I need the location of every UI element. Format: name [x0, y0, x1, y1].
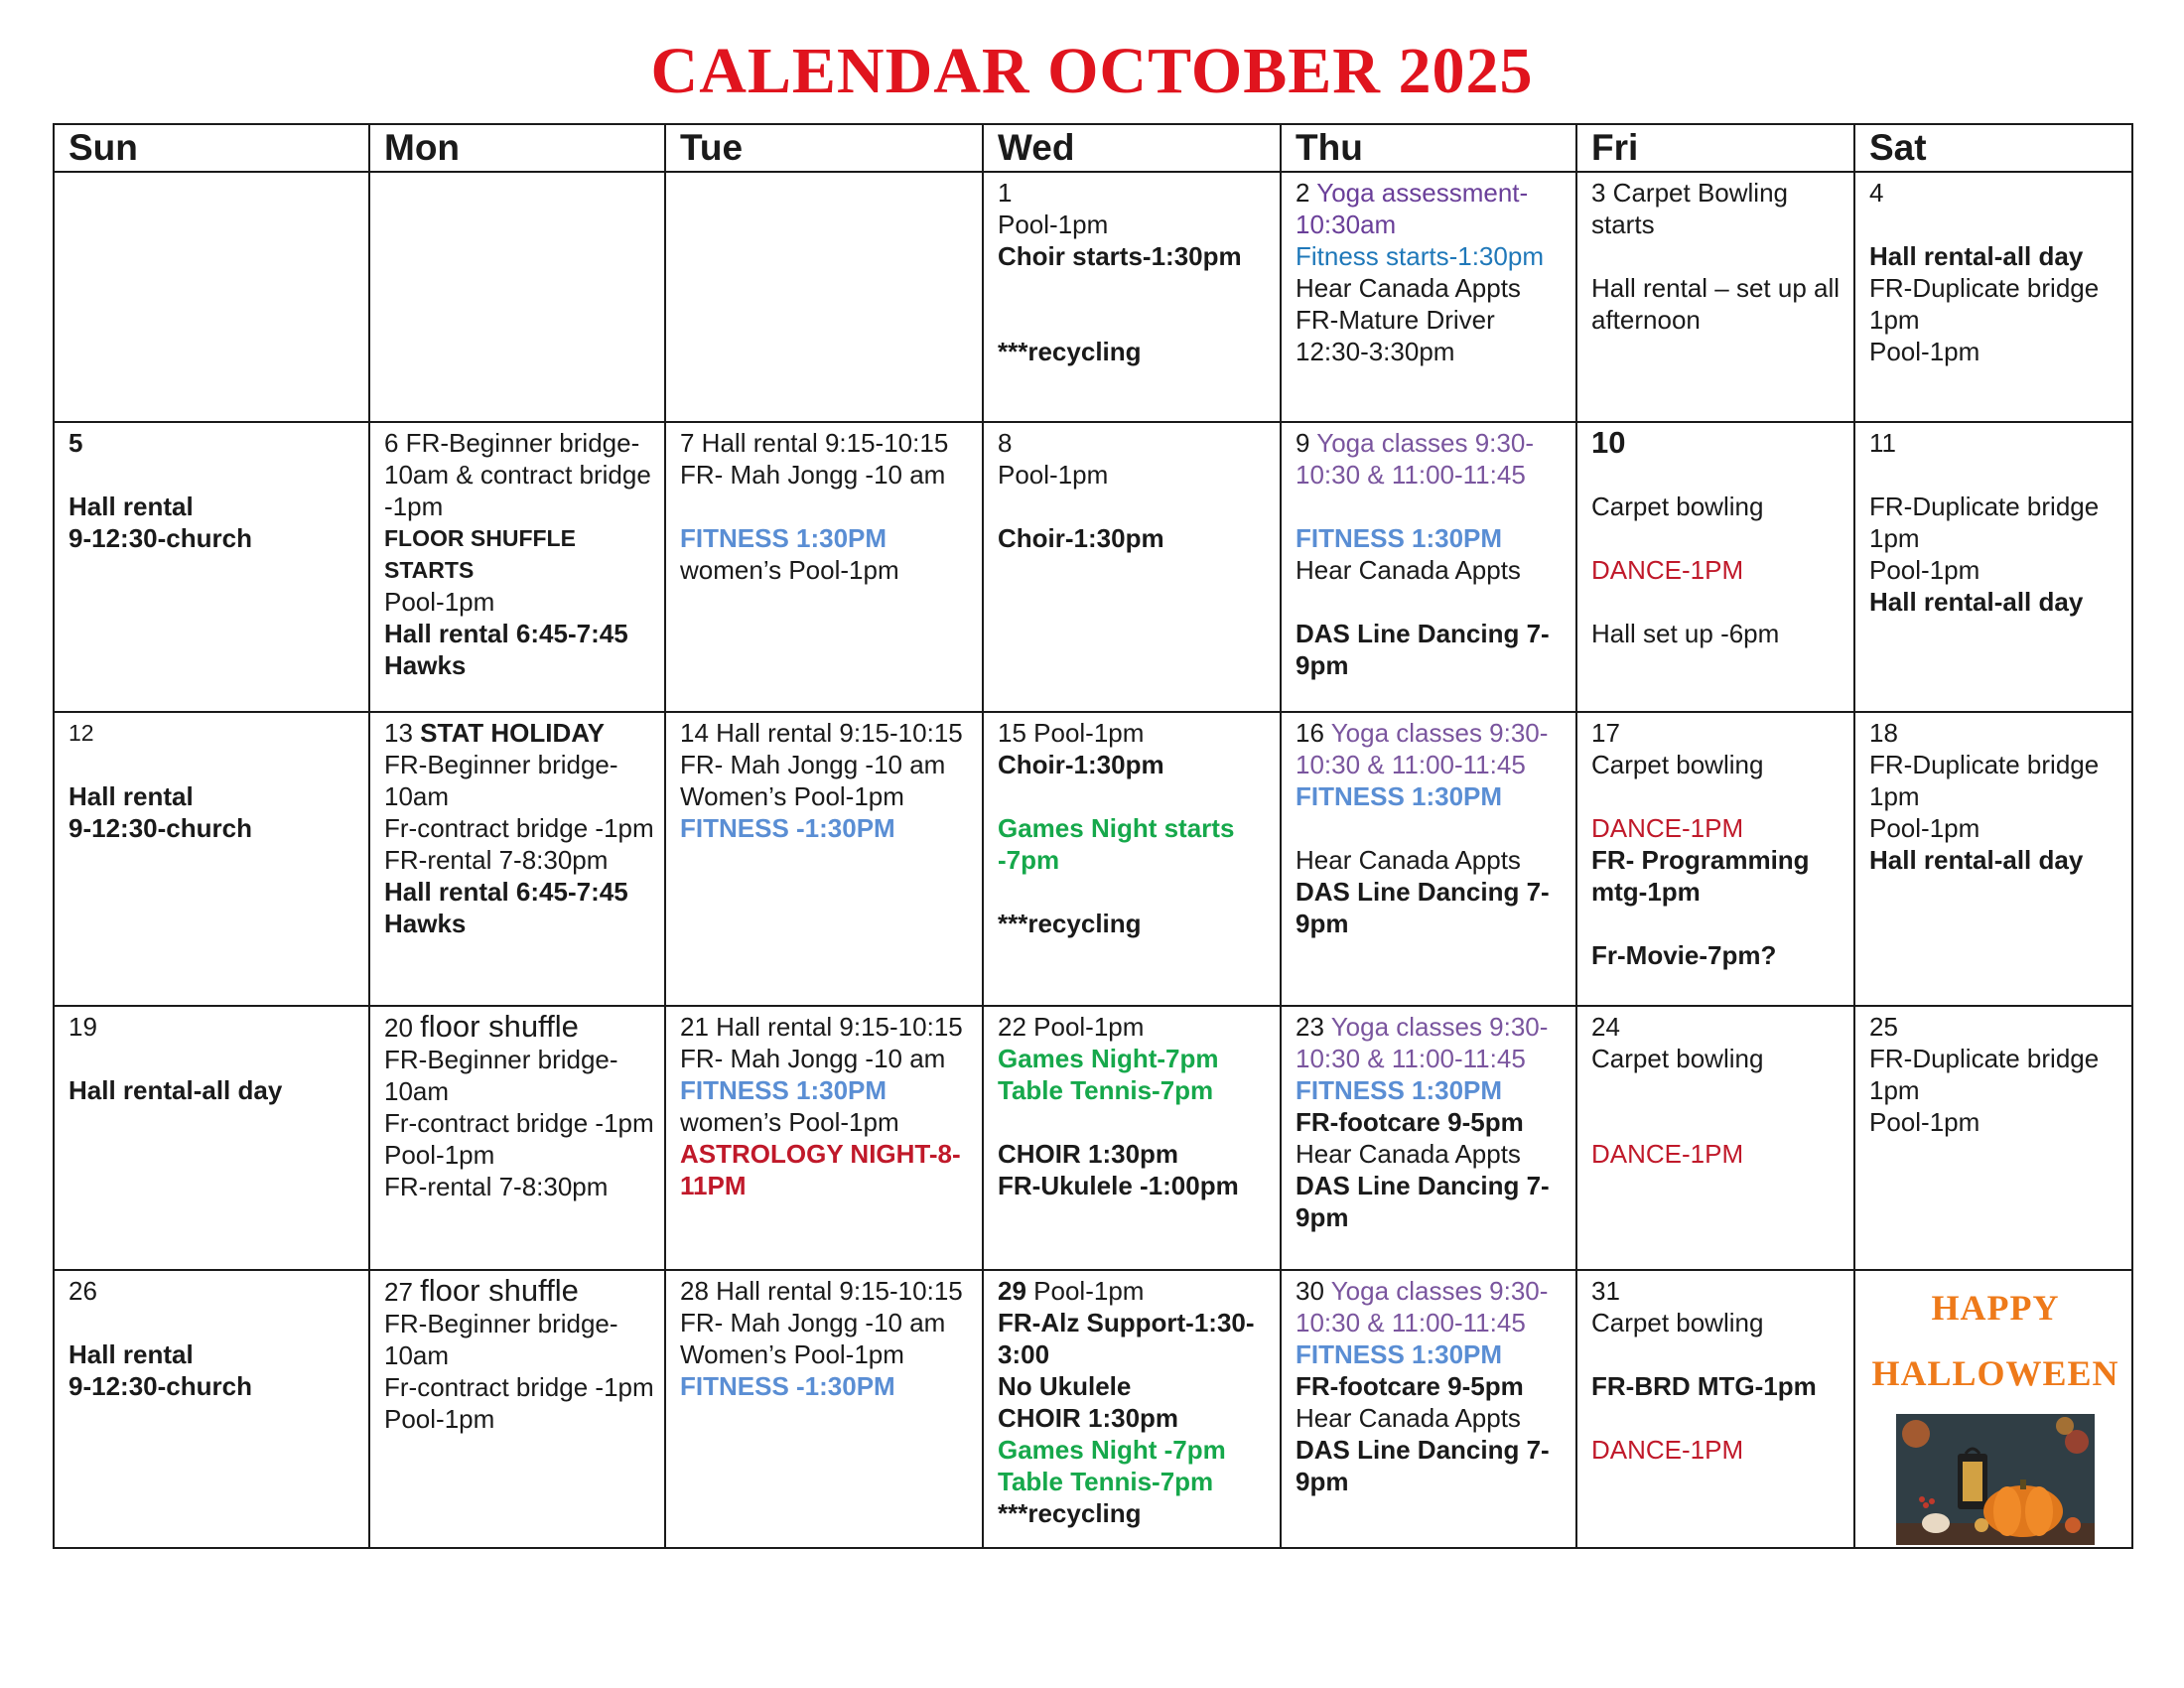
event: Pool-1pm: [1869, 337, 1980, 366]
event: DAS Line Dancing 7-9pm: [1296, 1435, 1550, 1496]
event: Carpet bowling: [1591, 750, 1764, 779]
event: No Ukulele: [998, 1371, 1132, 1401]
event: Hall set up -6pm: [1591, 619, 1780, 648]
event: FR-Beginner bridge-10am: [384, 1309, 618, 1370]
header-tue: Tue: [665, 124, 983, 172]
week-row: [54, 1006, 2132, 1270]
event: 28 Hall rental 9:15-10:15: [680, 1276, 963, 1306]
event: Carpet bowling: [1591, 1308, 1764, 1337]
day-number: 19: [68, 1012, 97, 1042]
event: Table Tennis-7pm: [998, 1467, 1214, 1496]
event: Yoga classes 9:30-10:30 & 11:00-11:45: [1296, 428, 1534, 490]
event: 7 Hall rental 9:15-10:15: [680, 428, 949, 458]
event: FITNESS 1:30PM: [680, 1075, 887, 1105]
event: FR-Beginner bridge-10am: [384, 750, 618, 811]
day-cell-oct-4: [1854, 172, 2132, 422]
event: women’s Pool-1pm: [680, 1107, 899, 1137]
event: Pool-1pm: [384, 587, 495, 617]
event: Yoga classes 9:30-10:30 & 11:00-11:45: [1296, 1276, 1549, 1337]
day-number: 13: [384, 718, 413, 748]
event: Carpet bowling: [1591, 1044, 1764, 1073]
day-number: 18: [1869, 718, 1898, 748]
event: Hear Canada Appts: [1296, 1139, 1521, 1169]
event: Fr-contract bridge -1pm: [384, 1108, 654, 1138]
event: Hall rental 6:45-7:45 Hawks: [384, 877, 628, 938]
event: ASTROLOGY NIGHT-8-11PM: [680, 1139, 961, 1200]
day-number: 26: [68, 1276, 97, 1306]
event: floor shuffle: [420, 1009, 579, 1044]
calendar-title: CALENDAR OCTOBER 2025: [650, 35, 1534, 107]
day-number: 17: [1591, 718, 1620, 748]
day-cell-oct-9: [1281, 422, 1576, 712]
event: 14 Hall rental 9:15-10:15: [680, 718, 963, 748]
day-cell-oct-12: [54, 712, 369, 1006]
day-cell-oct-20: [369, 1006, 665, 1270]
day-number: 27: [384, 1277, 413, 1307]
event: FR- Mah Jongg -10 am: [680, 1308, 946, 1337]
day-cell-oct-31: [1576, 1270, 1854, 1548]
event: Pool-1pm: [384, 1140, 495, 1170]
day-cell-oct-5: [54, 422, 369, 712]
day-number: 30: [1296, 1276, 1324, 1306]
event: Hall rental 6:45-7:45 Hawks: [384, 619, 628, 680]
event: Hear Canada Appts: [1296, 555, 1521, 585]
weekday-header-row: [54, 124, 2132, 172]
event: STAT HOLIDAY: [420, 718, 606, 748]
event: Pool-1pm: [1033, 1276, 1145, 1306]
event: ***recycling: [998, 909, 1142, 938]
event: DAS Line Dancing 7-9pm: [1296, 619, 1550, 680]
event: Pool-1pm: [998, 210, 1109, 239]
event: ***recycling: [998, 337, 1142, 366]
event: 21 Hall rental 9:15-10:15: [680, 1012, 963, 1042]
day-number: 25: [1869, 1012, 1898, 1042]
halloween-cell: [1854, 1270, 2132, 1548]
calendar-grid: [53, 123, 2133, 1549]
day-number: 5: [68, 428, 83, 458]
day-cell-oct-10: [1576, 422, 1854, 712]
day-number: 2: [1296, 178, 1310, 208]
day-number: 23: [1296, 1012, 1324, 1042]
day-number: 4: [1869, 178, 1884, 208]
event: DAS Line Dancing 7-9pm: [1296, 877, 1550, 938]
day-number: 9: [1296, 428, 1310, 458]
day-number: 11: [1869, 428, 1896, 458]
event: Hall rental-all day: [1869, 587, 2084, 617]
header-mon: Mon: [369, 124, 665, 172]
event: Hall rental: [68, 492, 194, 521]
header-wed: Wed: [983, 124, 1281, 172]
event: FITNESS 1:30PM: [1296, 523, 1503, 553]
day-cell-oct-13: [369, 712, 665, 1006]
event: Hear Canada Appts: [1296, 273, 1521, 303]
event: women’s Pool-1pm: [680, 555, 899, 585]
header-thu: Thu: [1281, 124, 1576, 172]
event: FITNESS 1:30PM: [1296, 1075, 1503, 1105]
day-cell-oct-21: [665, 1006, 983, 1270]
event: Pool-1pm: [1869, 1107, 1980, 1137]
event: CHOIR 1:30pm: [998, 1403, 1179, 1433]
day-cell-oct-28: [665, 1270, 983, 1548]
halloween-greeting: [1869, 1275, 2121, 1406]
event: Games Night -7pm: [998, 1435, 1226, 1465]
day-cell-oct-29: [983, 1270, 1281, 1548]
event: 9-12:30-church: [68, 523, 252, 553]
event: FR-Duplicate bridge 1pm: [1869, 750, 2100, 811]
event: FR- Programming mtg-1pm: [1591, 845, 1810, 907]
day-cell-oct-18: [1854, 712, 2132, 1006]
day-cell-oct-23: [1281, 1006, 1576, 1270]
day-cell-oct-16: [1281, 712, 1576, 1006]
event: Fr-contract bridge -1pm: [384, 1372, 654, 1402]
day-cell-empty: [665, 172, 983, 422]
event: Hall rental – set up all afternoon: [1591, 273, 1841, 335]
day-cell-oct-25: [1854, 1006, 2132, 1270]
header-sun: Sun: [54, 124, 369, 172]
event: Yoga assessment-10:30am: [1296, 178, 1529, 239]
day-number: 8: [998, 428, 1013, 458]
event: Yoga classes 9:30-10:30 & 11:00-11:45: [1296, 1012, 1549, 1073]
halloween-line-2: HALLOWEEN: [1871, 1353, 2119, 1393]
event: Games Night-7pm: [998, 1044, 1219, 1073]
day-cell-oct-26: [54, 1270, 369, 1548]
event: FITNESS -1:30PM: [680, 813, 895, 843]
event: Hall rental-all day: [1869, 845, 2084, 875]
event: DANCE-1PM: [1591, 813, 1744, 843]
event: DANCE-1PM: [1591, 1139, 1744, 1169]
event: Choir-1:30pm: [998, 523, 1164, 553]
event: Hall rental: [68, 1339, 194, 1369]
day-number: 1: [998, 178, 1013, 208]
event: FR-footcare 9-5pm: [1296, 1371, 1524, 1401]
event: FR- Mah Jongg -10 am: [680, 1044, 946, 1073]
event: Hear Canada Appts: [1296, 845, 1521, 875]
event: Yoga classes 9:30-10:30 & 11:00-11:45: [1296, 718, 1549, 779]
event: 3 Carpet Bowling starts: [1591, 178, 1788, 239]
event: Table Tennis-7pm: [998, 1075, 1214, 1105]
event: DAS Line Dancing 7-9pm: [1296, 1171, 1550, 1232]
day-cell-oct-14: [665, 712, 983, 1006]
event: DANCE-1PM: [1591, 555, 1744, 585]
event: 9-12:30-church: [68, 1371, 252, 1401]
event: 9-12:30-church: [68, 813, 252, 843]
day-number: 31: [1591, 1276, 1620, 1306]
halloween-line-1: HAPPY: [1931, 1288, 2060, 1328]
event: FR- Mah Jongg -10 am: [680, 750, 946, 779]
event: Carpet bowling: [1591, 492, 1764, 521]
day-number: 20: [384, 1013, 413, 1043]
event: DANCE-1PM: [1591, 1435, 1744, 1465]
day-cell-oct-6: [369, 422, 665, 712]
event: FR-footcare 9-5pm: [1296, 1107, 1524, 1137]
event: FR-Duplicate bridge 1pm: [1869, 492, 2100, 553]
header-fri: Fri: [1576, 124, 1854, 172]
event: 15 Pool-1pm: [998, 718, 1145, 748]
event: FITNESS 1:30PM: [680, 523, 887, 553]
event: FR-rental 7-8:30pm: [384, 845, 609, 875]
day-number: 12: [68, 720, 94, 746]
event: Games Night starts -7pm: [998, 813, 1235, 875]
week-row: [54, 422, 2132, 712]
event: FLOOR SHUFFLE STARTS: [384, 525, 576, 583]
day-number: 29: [998, 1276, 1026, 1306]
event: Choir-1:30pm: [998, 750, 1164, 779]
event: Women’s Pool-1pm: [680, 781, 904, 811]
day-cell-oct-27: [369, 1270, 665, 1548]
event: Hall rental: [68, 781, 194, 811]
event: Fr-contract bridge -1pm: [384, 813, 654, 843]
event: FR-Mature Driver 12:30-3:30pm: [1296, 305, 1495, 366]
week-row: [54, 712, 2132, 1006]
event: Hall rental-all day: [1869, 241, 2084, 271]
event: FITNESS 1:30PM: [1296, 1339, 1503, 1369]
event: Pool-1pm: [384, 1404, 495, 1434]
day-cell-oct-30: [1281, 1270, 1576, 1548]
day-cell-oct-2: [1281, 172, 1576, 422]
event: Pool-1pm: [1869, 813, 1980, 843]
event: Fitness starts-1:30pm: [1296, 241, 1544, 271]
event: Hall rental-all day: [68, 1075, 283, 1105]
week-row: [54, 172, 2132, 422]
day-cell-empty: [369, 172, 665, 422]
day-cell-oct-19: [54, 1006, 369, 1270]
event: FR-BRD MTG-1pm: [1591, 1371, 1817, 1401]
event: 6 FR-Beginner bridge-10am & contract bridge -1pm: [384, 428, 651, 521]
event: Choir starts-1:30pm: [998, 241, 1242, 271]
event: FITNESS 1:30PM: [1296, 781, 1503, 811]
event: Hear Canada Appts: [1296, 1403, 1521, 1433]
day-cell-oct-1: [983, 172, 1281, 422]
event: Pool-1pm: [1869, 555, 1980, 585]
event: Fr-Movie-7pm?: [1591, 940, 1777, 970]
event: floor shuffle: [420, 1273, 579, 1308]
event: Women’s Pool-1pm: [680, 1339, 904, 1369]
event: FR-rental 7-8:30pm: [384, 1172, 609, 1201]
event: ***recycling: [998, 1498, 1142, 1528]
event: FITNESS -1:30PM: [680, 1371, 895, 1401]
event: FR-Ukulele -1:00pm: [998, 1171, 1239, 1200]
event: 22 Pool-1pm: [998, 1012, 1145, 1042]
event: FR-Beginner bridge-10am: [384, 1045, 618, 1106]
event: FR-Alz Support-1:30-3:00: [998, 1308, 1255, 1369]
day-cell-oct-24: [1576, 1006, 1854, 1270]
day-cell-oct-11: [1854, 422, 2132, 712]
event: FR-Duplicate bridge 1pm: [1869, 1044, 2100, 1105]
event: Pool-1pm: [998, 460, 1109, 490]
day-cell-empty: [54, 172, 369, 422]
day-cell-oct-7: [665, 422, 983, 712]
day-number: 24: [1591, 1012, 1620, 1042]
header-sat: Sat: [1854, 124, 2132, 172]
pumpkin-lantern-image: [1896, 1414, 2095, 1545]
day-cell-oct-3: [1576, 172, 1854, 422]
week-row: [54, 1270, 2132, 1548]
day-cell-oct-15: [983, 712, 1281, 1006]
day-cell-oct-22: [983, 1006, 1281, 1270]
event: CHOIR 1:30pm: [998, 1139, 1179, 1169]
day-number: 16: [1296, 718, 1324, 748]
event: FR-Duplicate bridge 1pm: [1869, 273, 2100, 335]
event: FR- Mah Jongg -10 am: [680, 460, 946, 490]
day-number: 10: [1591, 425, 1626, 460]
day-cell-oct-8: [983, 422, 1281, 712]
day-cell-oct-17: [1576, 712, 1854, 1006]
